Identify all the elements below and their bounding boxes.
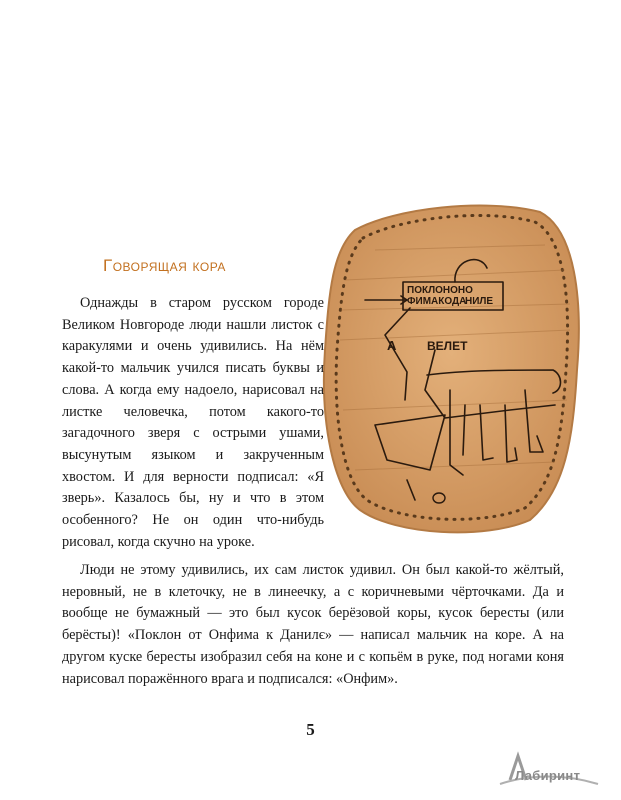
bark-inscription-line1: ПОКЛОНОНО — [407, 285, 473, 296]
bark-beast-label: ВЕЛЕТ — [427, 339, 468, 353]
watermark-text: Лабиринт — [515, 768, 581, 783]
chapter-heading: Говорящая кора — [103, 256, 226, 275]
bark-inscription-line2: ФИМАКОДА — [407, 296, 467, 307]
body-paragraph: Люди не этому удивились, их сам листок удивил. Он был какой-то жёлтый, неровный, не в клеточку, не в линеечку, а с коричневыми чёрточками. Да и вообще не бумажный — это был кусок берёзовой коры, кусок бересты (или берёсты)! «Поклон от Онфима к Данилє» — написал мальчик на коре. А на другом куске бересты изобразил себя на коне и с копьём в руке, под ногами коня нарисовал поражённого врага и подписался: «Онфим». — [62, 562, 564, 687]
birch-bark-illustration — [315, 190, 583, 540]
intro-paragraph: Однажды в старом русском городе Великом Новгороде люди нашли листок с каракулями и очень удивились. На нём какой-то мальчик учился писать буквы и слова. А когда ему надоело, нарисовал на листке человечка, потом какого-то загадочного зверя с острыми ушами, высунутым языком и закрученным хвостом. И для верности подписал: «Я зверь». Казалось бы, ну и что в этом особенного? Не он один что-нибудь рисовал, когда скучно на уроке. — [62, 295, 324, 550]
page-number: 5 — [306, 720, 315, 739]
bark-left-mark: А — [387, 338, 397, 353]
bark-inscription-line3: НИЛЕ — [465, 296, 494, 307]
